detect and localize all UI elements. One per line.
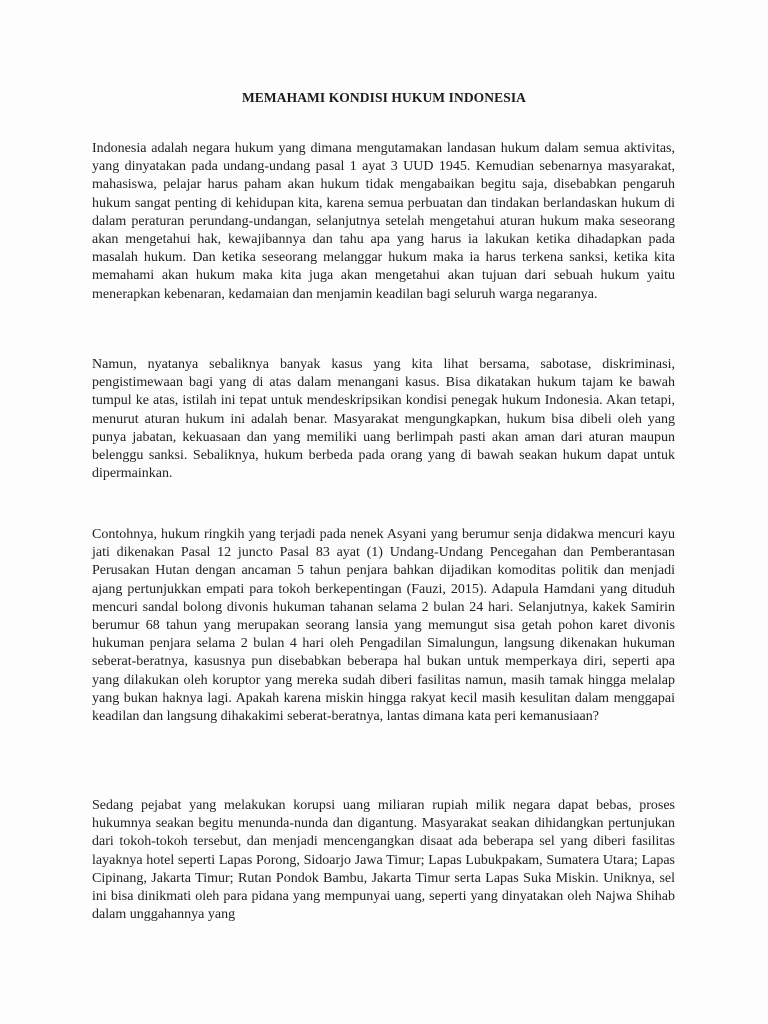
paragraph-2: Namun, nyatanya sebaliknya banyak kasus yang kita lihat bersama, sabotase, diskriminasi, pengistimewaan bagi yang di atas dalam menangani kasus. Bisa dikatakan hukum tajam ke bawah tumpul ke atas, istilah ini tepat untuk mendeskripsikan kondisi penegak hukum Indonesia. Akan tetapi, menurut aturan hukum ini adalah benar. Masyarakat mengungkapkan, hukum bisa dibeli oleh yang punya jabatan, kekuasaan dan yang memiliki uang berlimpah pasti akan aman dari aturan maupun belenggu sanksi. Sebaliknya, hukum berbeda pada orang yang di bawah seakan hukum dapat untuk dipermainkan. xyxy=(92,357,675,482)
paragraph-3: Contohnya, hukum ringkih yang terjadi pada nenek Asyani yang berumur senja didakwa mencuri kayu jati dikenakan Pasal 12 juncto Pasal 83 ayat (1) Undang-Undang Pencegahan dan Pemberantasan Perusakan Hutan dengan ancaman 5 tahun penjara bahkan dijadikan komoditas politik dan menjadi ajang pertunjukkan empati para tokoh berkepentingan (Fauzi, 2015). Adapula Hamdani yang dituduh mencuri sandal bolong divonis hukuman tahanan selama 2 bulan 24 hari. Selanjutnya, kakek Samirin berumur 68 tahun yang merupakan seorang lansia yang memungut sisa getah pohon karet divonis hukuman penjara selama 2 bulan 4 hari oleh Pengadilan Simalungun, langsung dikenakan hukuman seberat-beratnya, kasusnya pun disebabkan beberapa hal bukan untuk memperkaya diri, seperti apa yang dilakukan oleh koruptor yang mereka sudah diberi fasilitas namun, masih tamak hingga melalap yang bukan haknya lagi. Apakah karena miskin hingga rakyat kecil masih kesulitan dalam menggapai keadilan dan langsung dihakakimi seberat-beratnya, lantas dimana kata peri kemanusiaan? xyxy=(92,527,675,725)
paragraph-4: Sedang pejabat yang melakukan korupsi uang miliaran rupiah milik negara dapat bebas, proses hukumnya seakan begitu menunda-nunda dan digantung. Masyarakat seakan dihidangkan pertunjukan dari tokoh-tokoh tersebut, dan menjadi mencengangkan disaat ada beberapa sel yang diberi fasilitas layaknya hotel seperti Lapas Porong, Sidoarjo Jawa Timur; Lapas Lubukpakam, Sumatera Utara; Lapas Cipinang, Jakarta Timur; Rutan Pondok Bambu, Jakarta Timur serta Lapas Suka Miskin. Uniknya, sel ini bisa dinikmati oleh para pidana yang mempunyai uang, seperti yang dinyatakan oleh Najwa Shihab dalam unggahannya yang xyxy=(92,798,675,923)
paragraph-1: Indonesia adalah negara hukum yang dimana mengutamakan landasan hukum dalam semua aktivitas, yang dinyatakan pada undang-undang pasal 1 ayat 3 UUD 1945. Kemudian sebenarnya masyarakat, mahasiswa, pelajar harus paham akan hukum tidak mengabaikan begitu saja, disebabkan pengaruh hukum sangat penting di kehidupan kita, karena semua perbuatan dan tindakan berlandaskan hukum di dalam peraturan perundang-undangan, selanjutnya setelah mengetahui aturan hukum maka seseorang akan mengetahui hak, kewajibannya dan tahu apa yang harus ia lakukan ketika dihadapkan pada masalah hukum. Dan ketika seseorang melanggar hukum maka ia harus terkena sanksi, ketika kita memahami akan hukum maka kita juga akan mengetahui akan tujuan dari sebuah hukum yaitu menerapkan kebenaran, kedamaian dan menjamin keadilan bagi seluruh warga negaranya. xyxy=(92,141,675,302)
document-title: MEMAHAMI KONDISI HUKUM INDONESIA xyxy=(241,90,527,105)
